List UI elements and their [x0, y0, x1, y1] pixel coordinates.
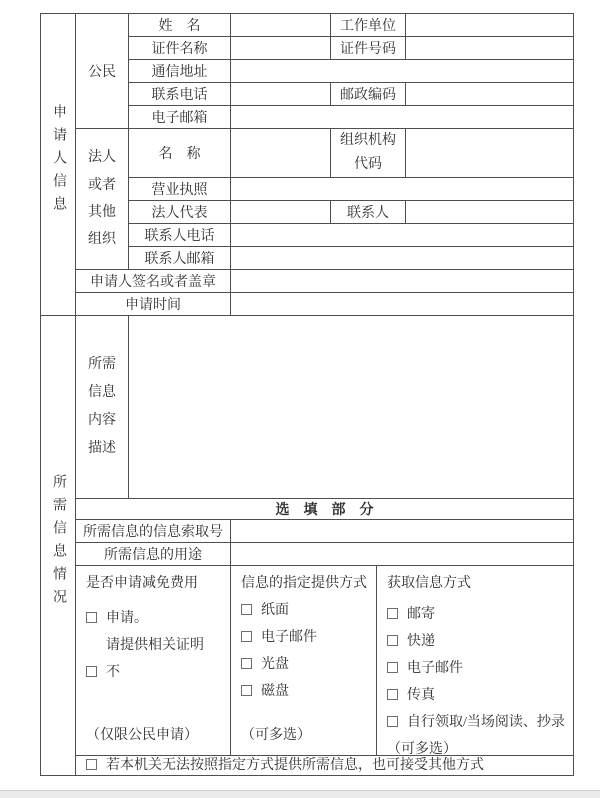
fee-waiver-footnote: （仅限公民申请） — [86, 727, 198, 743]
index-number-label: 所需信息的信息索取号 — [76, 519, 231, 542]
delivery-option-cd[interactable] — [241, 655, 370, 674]
applicant-section-title: 申请人信息 — [51, 104, 66, 220]
page-edge — [0, 790, 600, 798]
email-value-cell[interactable] — [231, 106, 574, 129]
representative-label: 法人代表 — [129, 200, 231, 223]
org-name-value-cell[interactable] — [231, 129, 331, 178]
checkbox-icon[interactable] — [241, 685, 252, 696]
delivery-method-cell — [231, 565, 377, 755]
description-label — [76, 315, 129, 498]
representative-value-cell[interactable] — [231, 200, 331, 223]
fee-waiver-cell — [76, 565, 231, 755]
organization-group-title: 法人或者其他组织 — [88, 150, 116, 248]
checkbox-icon[interactable] — [241, 631, 252, 642]
obtain-footnote: （可多选） — [387, 741, 457, 757]
checkbox-icon[interactable] — [387, 608, 398, 619]
citizen-group-title: 公民 — [88, 65, 116, 80]
fee-apply-option[interactable] — [86, 609, 224, 628]
license-value-cell[interactable] — [231, 177, 574, 200]
delivery-option-email[interactable] — [241, 628, 370, 647]
org-name-label: 名 称 — [129, 129, 231, 178]
contact-phone-label: 联系人电话 — [129, 223, 231, 246]
fee-apply-note: 请提供相关证明 — [106, 637, 204, 653]
fee-apply-label: 申请。 — [106, 610, 148, 626]
checkbox-icon[interactable] — [387, 662, 398, 673]
obtain-option-email[interactable] — [387, 659, 567, 678]
delivery-option-paper[interactable] — [241, 601, 370, 620]
name-value-cell[interactable] — [231, 14, 331, 37]
obtain-option-label: 电子邮件 — [407, 660, 463, 676]
phone-label: 联系电话 — [129, 83, 231, 106]
group-label-citizen — [76, 14, 129, 129]
applicant-info-table — [40, 13, 574, 316]
purpose-label: 所需信息的用途 — [76, 542, 231, 565]
obtain-option-self-pickup[interactable] — [387, 713, 567, 732]
checkbox-icon[interactable] — [86, 759, 97, 770]
id-type-value-cell[interactable] — [231, 37, 331, 60]
application-form — [40, 13, 573, 776]
name-label: 姓 名 — [129, 14, 231, 37]
other-method-note-text: 若本机关无法按照指定方式提供所需信息，也可接受其他方式 — [106, 757, 484, 773]
checkbox-icon[interactable] — [387, 716, 398, 727]
contact-value-cell[interactable] — [406, 200, 574, 223]
obtain-option-express[interactable] — [387, 632, 567, 651]
obtain-option-label: 自行领取/当场阅读、抄录 — [407, 714, 565, 730]
org-code-label-text: 组织机构代码 — [340, 133, 396, 172]
delivery-option-label: 磁盘 — [261, 683, 289, 699]
fee-decline-label: 不 — [106, 664, 120, 680]
section-label-applicant — [41, 14, 76, 316]
delivery-footnote: （可多选） — [241, 727, 311, 743]
checkbox-icon[interactable] — [241, 658, 252, 669]
delivery-option-label: 电子邮件 — [261, 629, 317, 645]
delivery-option-disk[interactable] — [241, 682, 370, 701]
obtain-option-label: 传真 — [407, 687, 435, 703]
delivery-option-label: 光盘 — [261, 656, 289, 672]
checkbox-icon[interactable] — [387, 635, 398, 646]
obtain-option-fax[interactable] — [387, 686, 567, 705]
postcode-value-cell[interactable] — [406, 83, 574, 106]
apply-time-label: 申请时间 — [76, 292, 231, 315]
address-value-cell[interactable] — [231, 60, 574, 83]
delivery-option-label: 纸面 — [261, 602, 289, 618]
description-label-text: 所需信息内容描述 — [88, 356, 116, 456]
fee-decline-option[interactable] — [86, 663, 224, 682]
id-number-label: 证件号码 — [331, 37, 406, 60]
obtain-method-cell — [377, 565, 574, 755]
obtain-option-mail[interactable] — [387, 605, 567, 624]
signature-value-cell[interactable] — [231, 269, 574, 292]
id-number-value-cell[interactable] — [406, 37, 574, 60]
work-unit-value-cell[interactable] — [406, 14, 574, 37]
checkbox-icon[interactable] — [387, 689, 398, 700]
description-value-cell[interactable] — [129, 315, 574, 498]
obtain-option-label: 快递 — [407, 633, 435, 649]
contact-phone-value-cell[interactable] — [231, 223, 574, 246]
contact-label: 联系人 — [331, 200, 406, 223]
address-label: 通信地址 — [129, 60, 231, 83]
org-code-label — [331, 129, 406, 178]
fee-waiver-title: 是否申请减免费用 — [86, 575, 198, 591]
purpose-value-cell[interactable] — [231, 542, 574, 565]
postcode-label: 邮政编码 — [331, 83, 406, 106]
contact-email-value-cell[interactable] — [231, 246, 574, 269]
signature-label: 申请人签名或者盖章 — [76, 269, 231, 292]
apply-time-value-cell[interactable] — [231, 292, 574, 315]
work-unit-label: 工作单位 — [331, 14, 406, 37]
optional-section-header: 选填部分 — [76, 498, 574, 519]
checkbox-icon[interactable] — [86, 612, 97, 623]
id-type-label: 证件名称 — [129, 37, 231, 60]
org-code-value-cell[interactable] — [406, 129, 574, 178]
required-info-table — [40, 315, 574, 776]
delivery-method-title: 信息的指定提供方式 — [241, 575, 367, 591]
license-label: 营业执照 — [129, 177, 231, 200]
obtain-method-title: 获取信息方式 — [387, 575, 471, 591]
checkbox-icon[interactable] — [86, 666, 97, 677]
section-label-required-info — [41, 315, 76, 775]
email-label: 电子邮箱 — [129, 106, 231, 129]
obtain-option-label: 邮寄 — [407, 606, 435, 622]
checkbox-icon[interactable] — [241, 604, 252, 615]
phone-value-cell[interactable] — [231, 83, 331, 106]
required-info-section-title: 所需信息情况 — [51, 473, 66, 612]
group-label-organization — [76, 129, 129, 270]
contact-email-label: 联系人邮箱 — [129, 246, 231, 269]
index-number-value-cell[interactable] — [231, 519, 574, 542]
